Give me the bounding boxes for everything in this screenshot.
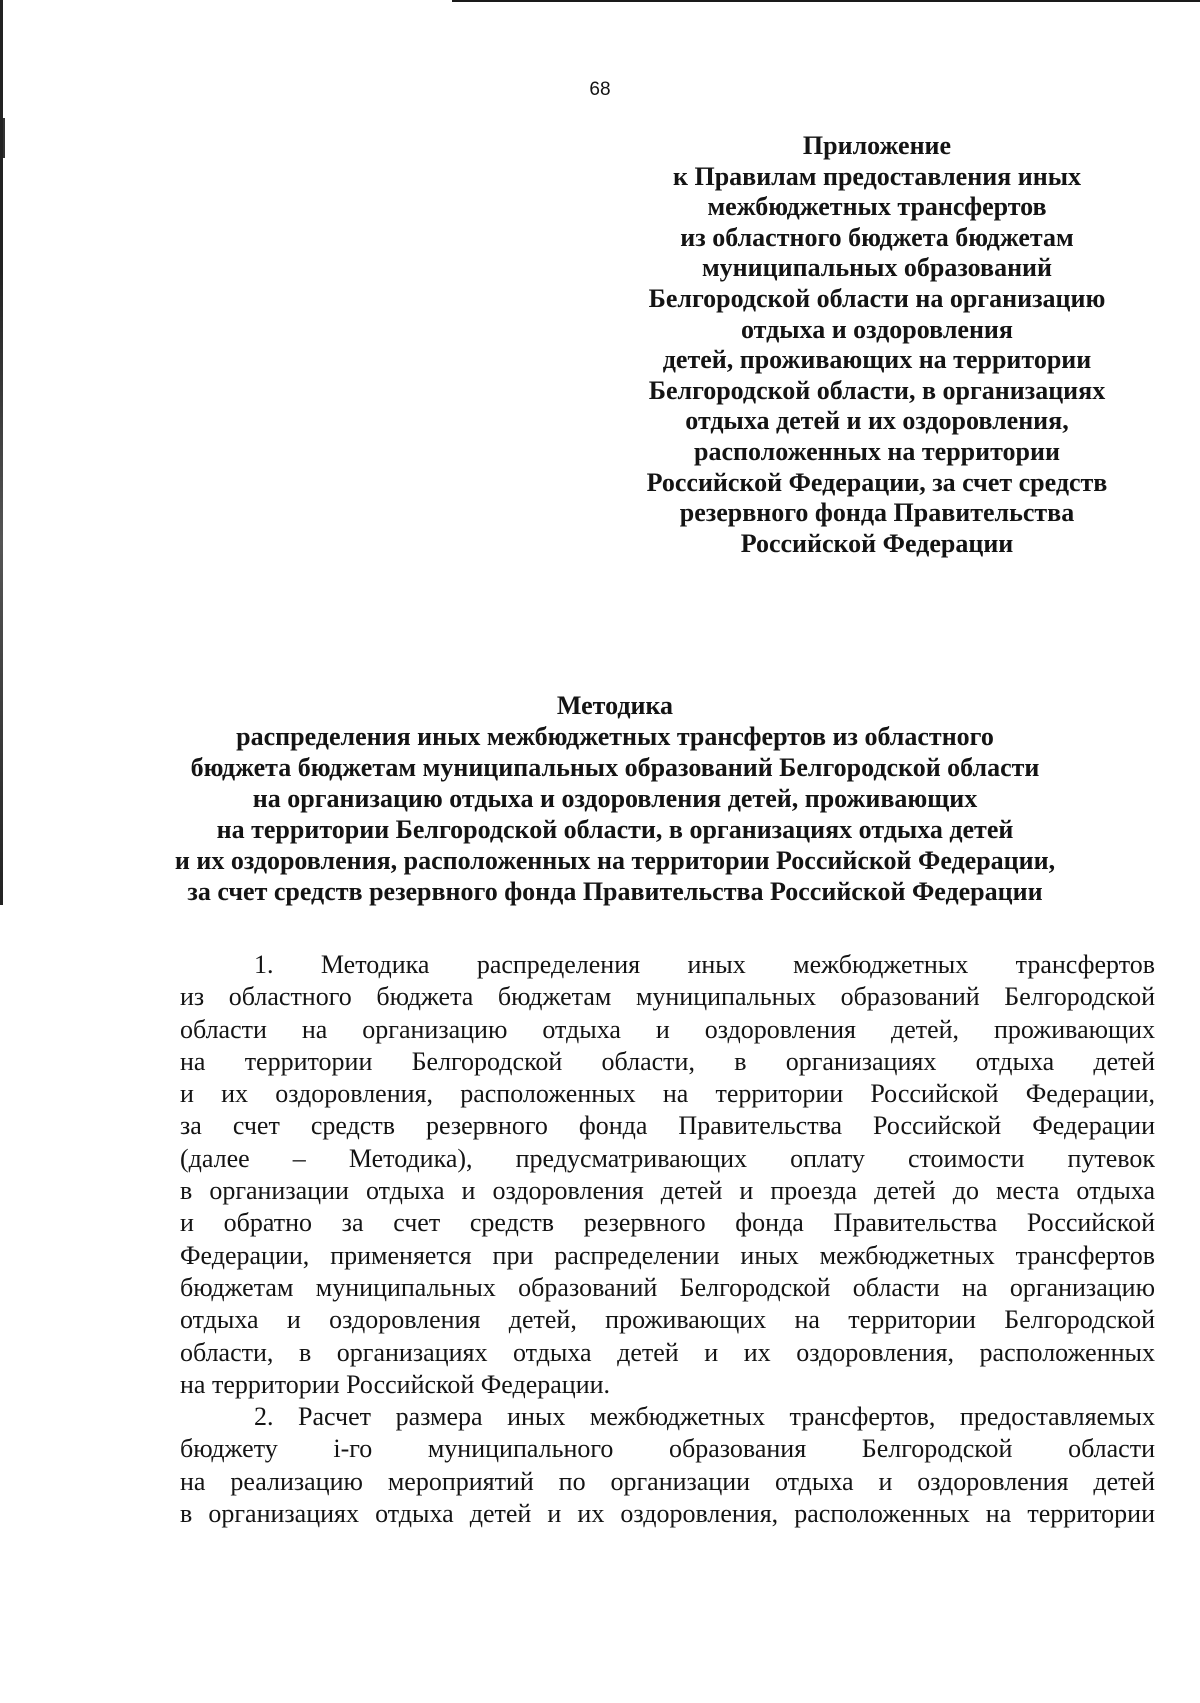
paragraph-line: на реализацию мероприятий по организации отдыха и оздоровления детей bbox=[180, 1466, 1155, 1496]
paragraph-line: бюджетам муниципальных образований Белгородской области на организацию bbox=[180, 1272, 1155, 1302]
paragraph-line: области на организацию отдыха и оздоровления детей, проживающих bbox=[180, 1014, 1155, 1044]
appendix-line: из областного бюджета бюджетам bbox=[680, 222, 1074, 252]
method-title-line: на территории Белгородской области, в организациях отдыха детей bbox=[216, 815, 1014, 844]
paragraph-line: Федерации, применяется при распределении иных межбюджетных трансфертов bbox=[180, 1240, 1155, 1270]
method-title bbox=[150, 690, 1080, 907]
paragraph-line: в организациях отдыха детей и их оздоровления, расположенных на территории bbox=[180, 1499, 1155, 1529]
appendix-line: Белгородской области, в организациях bbox=[648, 375, 1106, 405]
appendix-line: расположенных на территории bbox=[694, 436, 1060, 466]
appendix-line: муниципальных образований bbox=[701, 253, 1053, 283]
scan-edge-top bbox=[452, 0, 1200, 2]
appendix-line: резервного фонда Правительства bbox=[679, 498, 1075, 528]
method-title-line: Методика bbox=[556, 691, 674, 720]
paragraph-2 bbox=[180, 1401, 1155, 1530]
body-text bbox=[180, 949, 1155, 1530]
paragraph-line: в организации отдыха и оздоровления детей и проезда детей до места отдыха bbox=[180, 1176, 1155, 1206]
page-number: 68 bbox=[589, 79, 611, 100]
appendix-heading bbox=[620, 131, 1134, 559]
paragraph-line: из областного бюджета бюджетам муниципальных образований Белгородской bbox=[180, 982, 1155, 1012]
method-title-line: за счет средств резервного фонда Правительства Российской Федерации bbox=[187, 877, 1043, 906]
method-title-line: бюджета бюджетам муниципальных образований Белгородской области bbox=[190, 753, 1040, 782]
paragraph-line: отдыха и оздоровления детей, проживающих на территории Белгородской bbox=[180, 1305, 1155, 1335]
paragraph-line: на территории Российской Федерации. bbox=[180, 1369, 611, 1399]
scan-edge-mark bbox=[3, 118, 5, 158]
paragraph-line: и обратно за счет средств резервного фонда Правительства Российской bbox=[180, 1208, 1155, 1238]
paragraph-line: на территории Белгородской области, в организациях отдыха детей bbox=[180, 1046, 1155, 1076]
paragraph-line: за счет средств резервного фонда Правительства Российской Федерации bbox=[180, 1111, 1155, 1141]
paragraph-line: и их оздоровления, расположенных на территории Российской Федерации, bbox=[180, 1079, 1155, 1109]
paragraph-1 bbox=[180, 949, 1155, 1401]
appendix-line: отдыха детей и их оздоровления, bbox=[685, 406, 1069, 436]
appendix-line: Приложение bbox=[802, 131, 952, 160]
paragraph-line: (далее – Методика), предусматривающих оплату стоимости путевок bbox=[180, 1143, 1155, 1173]
appendix-line: Белгородской области на организацию bbox=[648, 283, 1106, 313]
paragraph-line: 1. Методика распределения иных межбюджетных трансфертов bbox=[254, 950, 1155, 979]
appendix-line: детей, проживающих на территории bbox=[662, 345, 1092, 375]
paragraph-line: бюджету i-го муниципального образования Белгородской области bbox=[180, 1434, 1155, 1464]
appendix-line: отдыха и оздоровления bbox=[741, 314, 1013, 344]
appendix-line: межбюджетных трансфертов bbox=[707, 192, 1047, 222]
appendix-line: к Правилам предоставления иных bbox=[672, 161, 1081, 191]
paragraph-line: 2. Расчет размера иных межбюджетных трансфертов, предоставляемых bbox=[254, 1402, 1155, 1432]
paragraph-line: области, в организациях отдыха детей и их оздоровления, расположенных bbox=[180, 1337, 1155, 1367]
method-title-line: на организацию отдыха и оздоровления детей, проживающих bbox=[252, 784, 978, 813]
method-title-line: и их оздоровления, расположенных на территории Российской Федерации, bbox=[174, 846, 1056, 875]
appendix-line: Российской Федерации, за счет средств bbox=[646, 467, 1108, 497]
method-title-line: распределения иных межбюджетных трансфертов из областного bbox=[236, 722, 994, 751]
appendix-line: Российской Федерации bbox=[740, 528, 1014, 558]
